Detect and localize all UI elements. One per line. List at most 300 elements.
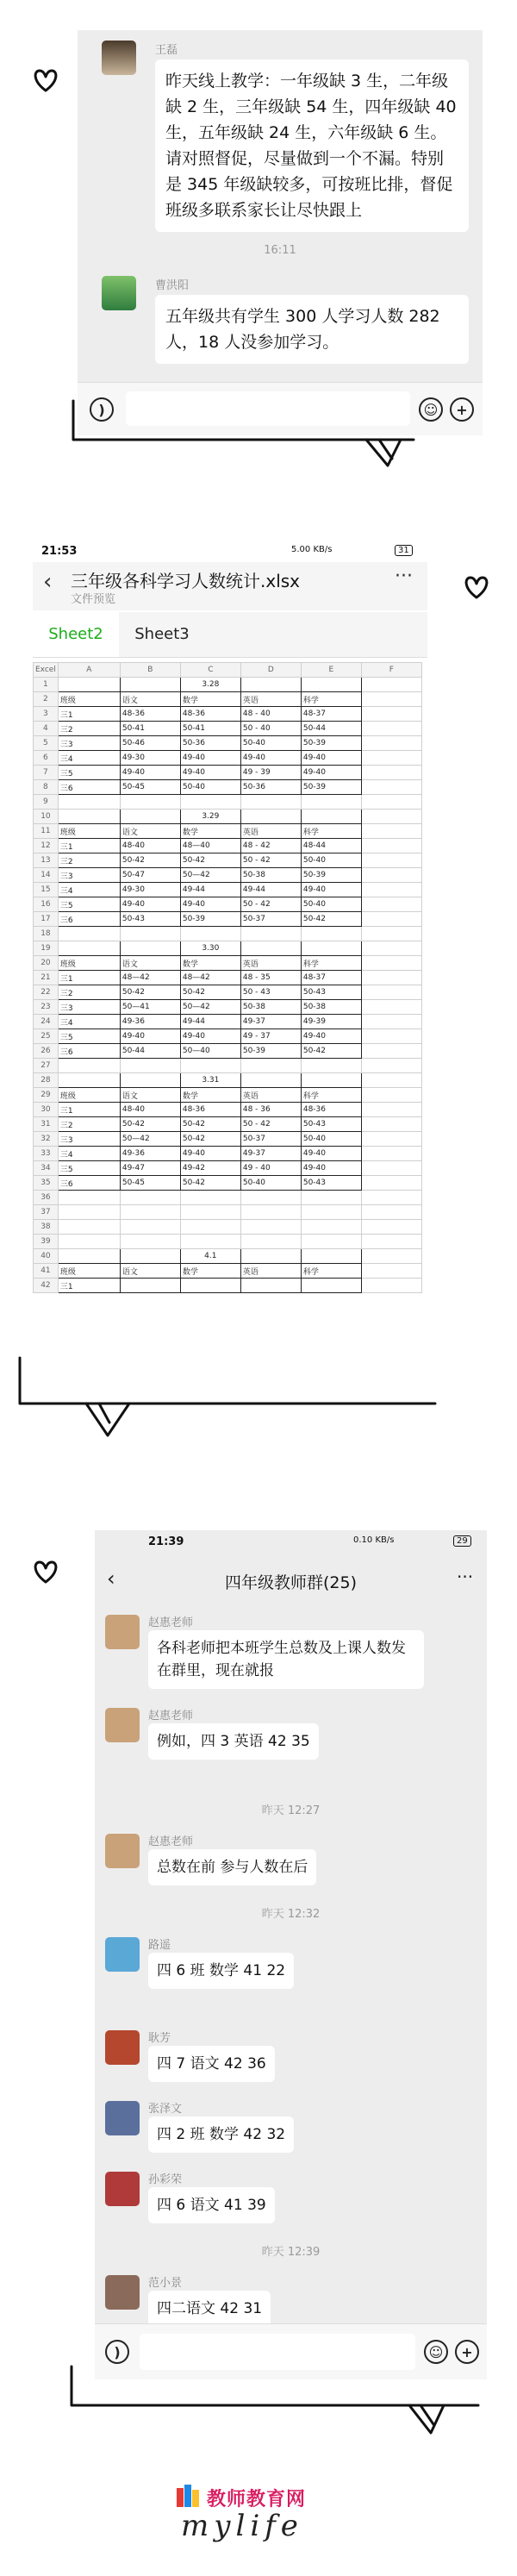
sheet-cell[interactable] [58, 1220, 120, 1235]
sheet-cell[interactable] [301, 1059, 361, 1073]
sheet-cell[interactable] [301, 810, 361, 824]
sheet-cell[interactable]: 三6 [58, 912, 120, 927]
sheet-cell[interactable]: 50-46 [120, 736, 180, 751]
sheet-cell[interactable]: 数学 [180, 692, 240, 707]
sheet-cell[interactable] [361, 1132, 421, 1147]
row-number[interactable]: 16 [34, 897, 59, 912]
sheet-cell[interactable]: 科学 [301, 824, 361, 839]
sheet-cell[interactable] [301, 1205, 361, 1220]
sheet-cell[interactable] [361, 1205, 421, 1220]
sheet-cell[interactable] [361, 897, 421, 912]
sheet-cell[interactable]: 49-36 [120, 1015, 180, 1029]
sheet-cell[interactable]: 50-43 [120, 912, 180, 927]
sheet-cell[interactable]: 50-39 [301, 736, 361, 751]
sheet-cell[interactable] [361, 883, 421, 897]
message-bubble[interactable]: 四 2 班 数学 42 32 [148, 2116, 294, 2153]
sheet-cell[interactable] [361, 912, 421, 927]
sheet-cell[interactable]: 48—42 [120, 971, 180, 985]
avatar[interactable] [105, 1708, 140, 1742]
sheet-cell[interactable] [361, 1161, 421, 1176]
sheet-cell[interactable]: 48 - 42 [240, 839, 301, 853]
row-number[interactable]: 15 [34, 883, 59, 897]
sheet-cell[interactable] [240, 795, 301, 810]
row-number[interactable]: 9 [34, 795, 59, 810]
sheet-cell[interactable]: 49-30 [120, 883, 180, 897]
sheet-cell[interactable]: 科学 [301, 1088, 361, 1103]
sheet-cell[interactable]: 三3 [58, 1000, 120, 1015]
column-header[interactable]: E [301, 663, 361, 678]
sheet-cell[interactable]: 50-42 [120, 1117, 180, 1132]
row-number[interactable]: 30 [34, 1103, 59, 1117]
sheet-cell[interactable] [120, 1249, 180, 1264]
row-number[interactable]: 27 [34, 1059, 59, 1073]
sheet-cell[interactable] [180, 795, 240, 810]
sheet-cell[interactable] [361, 722, 421, 736]
sheet-cell[interactable] [58, 1073, 120, 1088]
plus-icon[interactable]: + [455, 2340, 479, 2364]
sheet-cell[interactable] [180, 1279, 240, 1293]
row-number[interactable]: 38 [34, 1220, 59, 1235]
sheet-cell[interactable]: 48-37 [301, 971, 361, 985]
sheet-cell[interactable] [180, 1191, 240, 1205]
voice-icon[interactable]: ) [105, 2340, 129, 2364]
sheet-cell[interactable]: 50-37 [240, 912, 301, 927]
row-number[interactable]: 10 [34, 810, 59, 824]
sheet-cell[interactable]: 50 - 40 [240, 722, 301, 736]
avatar[interactable] [105, 2172, 140, 2206]
sheet-cell[interactable]: 50-43 [301, 1176, 361, 1191]
sheet-cell[interactable]: 三2 [58, 853, 120, 868]
row-number[interactable]: 14 [34, 868, 59, 883]
sheet-cell[interactable]: 三5 [58, 766, 120, 780]
avatar[interactable] [102, 41, 136, 75]
sheet-cell[interactable]: 49-44 [180, 1015, 240, 1029]
sheet-cell[interactable]: 三6 [58, 780, 120, 795]
spreadsheet-grid[interactable] [33, 662, 422, 1293]
sheet-cell[interactable]: 三5 [58, 1029, 120, 1044]
tab-sheet2[interactable]: Sheet2 [33, 612, 119, 657]
sheet-cell[interactable]: 50—42 [180, 1000, 240, 1015]
sheet-cell[interactable]: 班级 [58, 1088, 120, 1103]
sheet-cell[interactable] [240, 1235, 301, 1249]
sheet-cell[interactable]: 50-38 [240, 1000, 301, 1015]
sheet-cell[interactable]: 50-44 [120, 1044, 180, 1059]
sheet-cell[interactable]: 语文 [120, 824, 180, 839]
sheet-cell[interactable]: 3.31 [180, 1073, 240, 1088]
row-number[interactable]: 37 [34, 1205, 59, 1220]
sheet-cell[interactable]: 英语 [240, 692, 301, 707]
sheet-cell[interactable] [301, 927, 361, 941]
row-number[interactable]: 26 [34, 1044, 59, 1059]
column-header[interactable]: C [180, 663, 240, 678]
sheet-cell[interactable] [240, 1220, 301, 1235]
sheet-cell[interactable] [58, 678, 120, 692]
sheet-cell[interactable]: 50-47 [120, 868, 180, 883]
sheet-cell[interactable]: 三3 [58, 868, 120, 883]
sheet-cell[interactable] [301, 1220, 361, 1235]
sheet-cell[interactable]: 49-37 [240, 1147, 301, 1161]
sheet-cell[interactable]: 50-39 [301, 780, 361, 795]
column-header[interactable]: B [120, 663, 180, 678]
sheet-cell[interactable] [301, 1279, 361, 1293]
sheet-cell[interactable] [240, 810, 301, 824]
avatar[interactable] [105, 2275, 140, 2310]
sheet-cell[interactable] [361, 1059, 421, 1073]
sheet-cell[interactable]: 科学 [301, 956, 361, 971]
sheet-cell[interactable] [361, 707, 421, 722]
sheet-cell[interactable] [361, 824, 421, 839]
message-bubble[interactable]: 五年级共有学生 300 人学习人数 282 人，18 人没参加学习。 [155, 295, 469, 364]
sheet-cell[interactable]: 三3 [58, 736, 120, 751]
sheet-cell[interactable]: 50-42 [180, 1132, 240, 1147]
sheet-cell[interactable]: 48-40 [120, 1103, 180, 1117]
sheet-cell[interactable] [120, 1235, 180, 1249]
sheet-cell[interactable]: 50-38 [301, 1000, 361, 1015]
sheet-cell[interactable]: 语文 [120, 1088, 180, 1103]
row-number[interactable]: 24 [34, 1015, 59, 1029]
sheet-cell[interactable] [180, 1235, 240, 1249]
row-number[interactable]: 31 [34, 1117, 59, 1132]
sheet-cell[interactable] [361, 780, 421, 795]
sheet-cell[interactable]: 50 - 42 [240, 853, 301, 868]
row-number[interactable]: 12 [34, 839, 59, 853]
sheet-cell[interactable]: 49-40 [301, 766, 361, 780]
sheet-cell[interactable]: 50-42 [180, 853, 240, 868]
sheet-cell[interactable] [240, 1191, 301, 1205]
sheet-cell[interactable]: 48 - 40 [240, 707, 301, 722]
sheet-cell[interactable]: 50 - 42 [240, 1117, 301, 1132]
voice-icon[interactable]: ) [90, 397, 114, 422]
sheet-cell[interactable]: 49 - 40 [240, 1161, 301, 1176]
back-arrow-icon[interactable]: ‹ [107, 1566, 115, 1591]
sheet-cell[interactable]: 50-39 [240, 1044, 301, 1059]
sheet-cell[interactable] [361, 1147, 421, 1161]
sheet-cell[interactable]: 3.29 [180, 810, 240, 824]
sheet-cell[interactable] [120, 678, 180, 692]
row-number[interactable]: 42 [34, 1279, 59, 1293]
sheet-cell[interactable]: 48-36 [120, 707, 180, 722]
sheet-cell[interactable]: 三2 [58, 985, 120, 1000]
row-number[interactable]: 3 [34, 707, 59, 722]
message-bubble[interactable]: 四 6 语文 41 39 [148, 2187, 275, 2223]
sheet-cell[interactable]: 49-42 [180, 1161, 240, 1176]
row-number[interactable]: 5 [34, 736, 59, 751]
sheet-cell[interactable]: 50-42 [180, 1117, 240, 1132]
sheet-cell[interactable]: 三6 [58, 1044, 120, 1059]
sheet-cell[interactable]: 49-40 [301, 1147, 361, 1161]
message-bubble[interactable]: 例如，四 3 英语 42 35 [148, 1723, 319, 1760]
emoji-icon[interactable]: ☺ [424, 2340, 448, 2364]
sheet-cell[interactable] [361, 1015, 421, 1029]
sheet-cell[interactable]: 49 - 37 [240, 1029, 301, 1044]
sheet-cell[interactable]: 49-40 [301, 883, 361, 897]
sheet-cell[interactable]: 50—40 [180, 1044, 240, 1059]
sheet-cell[interactable]: 48-37 [301, 707, 361, 722]
sheet-cell[interactable]: 数学 [180, 1264, 240, 1279]
avatar[interactable] [105, 2101, 140, 2135]
avatar[interactable] [105, 1937, 140, 1972]
sheet-cell[interactable]: 50-39 [301, 868, 361, 883]
sheet-cell[interactable]: 49-36 [120, 1147, 180, 1161]
row-number[interactable]: 20 [34, 956, 59, 971]
sheet-cell[interactable] [361, 1000, 421, 1015]
row-number[interactable]: 35 [34, 1176, 59, 1191]
sheet-cell[interactable]: 50-42 [180, 1176, 240, 1191]
sheet-cell[interactable] [361, 839, 421, 853]
avatar[interactable] [105, 2030, 140, 2065]
row-number[interactable]: 2 [34, 692, 59, 707]
sheet-cell[interactable] [58, 795, 120, 810]
sheet-cell[interactable]: 班级 [58, 1264, 120, 1279]
sheet-cell[interactable] [361, 1176, 421, 1191]
sheet-cell[interactable] [240, 678, 301, 692]
sheet-cell[interactable]: 48-44 [301, 839, 361, 853]
sheet-cell[interactable] [240, 941, 301, 956]
sheet-cell[interactable] [361, 810, 421, 824]
row-number[interactable]: 7 [34, 766, 59, 780]
more-icon[interactable]: ··· [395, 566, 413, 587]
message-bubble[interactable]: 总数在前 参与人数在后 [148, 1849, 316, 1885]
sheet-cell[interactable] [58, 927, 120, 941]
column-header[interactable]: A [58, 663, 120, 678]
sheet-cell[interactable]: 49-39 [301, 1015, 361, 1029]
sheet-cell[interactable]: 49-40 [120, 897, 180, 912]
sheet-cell[interactable]: 48—42 [180, 971, 240, 985]
sheet-cell[interactable]: 语文 [120, 1264, 180, 1279]
sheet-cell[interactable] [58, 1235, 120, 1249]
sheet-cell[interactable]: 49-40 [180, 766, 240, 780]
sheet-cell[interactable]: 三4 [58, 883, 120, 897]
sheet-cell[interactable]: 48—40 [180, 839, 240, 853]
row-number[interactable]: 33 [34, 1147, 59, 1161]
sheet-cell[interactable] [361, 1029, 421, 1044]
message-list[interactable] [95, 1608, 487, 2315]
sheet-cell[interactable]: 50-40 [301, 897, 361, 912]
row-number[interactable]: 11 [34, 824, 59, 839]
sheet-cell[interactable]: 50-37 [240, 1132, 301, 1147]
row-number[interactable]: 8 [34, 780, 59, 795]
sheet-cell[interactable]: 50-40 [301, 1132, 361, 1147]
avatar[interactable] [105, 1615, 140, 1649]
sheet-cell[interactable]: 50-41 [120, 722, 180, 736]
sheet-cell[interactable] [58, 1205, 120, 1220]
sheet-cell[interactable] [240, 1249, 301, 1264]
sheet-cell[interactable]: 数学 [180, 824, 240, 839]
row-number[interactable]: 17 [34, 912, 59, 927]
sheet-cell[interactable]: 50-39 [180, 912, 240, 927]
row-number[interactable]: 29 [34, 1088, 59, 1103]
sheet-cell[interactable]: 49-40 [120, 1029, 180, 1044]
sheet-cell[interactable] [361, 751, 421, 766]
sheet-cell[interactable]: 50-40 [240, 736, 301, 751]
sheet-cell[interactable] [361, 692, 421, 707]
sheet-cell[interactable] [240, 1059, 301, 1073]
sheet-cell[interactable]: 50-44 [301, 722, 361, 736]
sheet-cell[interactable]: 50-38 [240, 868, 301, 883]
row-number[interactable]: 36 [34, 1191, 59, 1205]
sheet-cell[interactable] [361, 1103, 421, 1117]
row-number[interactable]: 19 [34, 941, 59, 956]
sheet-cell[interactable]: 50-45 [120, 780, 180, 795]
sheet-cell[interactable]: 48-36 [180, 707, 240, 722]
emoji-icon[interactable]: ☺ [419, 397, 443, 422]
sheet-cell[interactable] [361, 941, 421, 956]
avatar[interactable] [102, 276, 136, 310]
sheet-cell[interactable]: 50-43 [301, 985, 361, 1000]
sheet-cell[interactable] [301, 678, 361, 692]
sheet-cell[interactable]: 49-40 [180, 897, 240, 912]
message-bubble[interactable]: 四 6 班 数学 41 22 [148, 1953, 294, 1989]
sheet-cell[interactable]: 49-40 [301, 1161, 361, 1176]
sheet-cell[interactable] [301, 1073, 361, 1088]
sheet-cell[interactable]: 48 - 36 [240, 1103, 301, 1117]
sheet-cell[interactable] [120, 1059, 180, 1073]
sheet-cell[interactable]: 数学 [180, 956, 240, 971]
sheet-cell[interactable]: 50 - 42 [240, 897, 301, 912]
avatar[interactable] [105, 1834, 140, 1868]
sheet-cell[interactable] [361, 853, 421, 868]
sheet-cell[interactable]: 50-40 [240, 1176, 301, 1191]
sheet-cell[interactable] [301, 941, 361, 956]
sheet-cell[interactable] [58, 810, 120, 824]
column-header[interactable]: F [361, 663, 421, 678]
sheet-cell[interactable]: 50—42 [120, 1132, 180, 1147]
sheet-cell[interactable] [361, 927, 421, 941]
sheet-cell[interactable]: 三1 [58, 1279, 120, 1293]
column-header[interactable]: D [240, 663, 301, 678]
sheet-cell[interactable]: 49 - 39 [240, 766, 301, 780]
sheet-cell[interactable] [120, 795, 180, 810]
row-number[interactable]: 28 [34, 1073, 59, 1088]
sheet-cell[interactable]: 50-45 [120, 1176, 180, 1191]
sheet-cell[interactable]: 3.30 [180, 941, 240, 956]
back-arrow-icon[interactable]: ‹ [43, 569, 53, 595]
sheet-cell[interactable] [361, 868, 421, 883]
sheet-cell[interactable]: 49-40 [120, 766, 180, 780]
sheet-cell[interactable] [240, 1073, 301, 1088]
sheet-cell[interactable]: 49-40 [180, 1029, 240, 1044]
sheet-cell[interactable] [180, 1220, 240, 1235]
row-number[interactable]: 39 [34, 1235, 59, 1249]
sheet-cell[interactable]: 50-36 [180, 736, 240, 751]
sheet-cell[interactable]: 50 - 43 [240, 985, 301, 1000]
row-number[interactable]: 21 [34, 971, 59, 985]
sheet-cell[interactable] [361, 1044, 421, 1059]
sheet-cell[interactable]: 50-42 [180, 985, 240, 1000]
message-bubble[interactable]: 四 7 语文 42 36 [148, 2046, 275, 2082]
sheet-cell[interactable] [240, 1205, 301, 1220]
sheet-cell[interactable]: 三5 [58, 897, 120, 912]
sheet-cell[interactable]: 48-40 [120, 839, 180, 853]
sheet-cell[interactable]: 班级 [58, 692, 120, 707]
row-number[interactable]: 34 [34, 1161, 59, 1176]
sheet-cell[interactable]: 语文 [120, 956, 180, 971]
sheet-cell[interactable]: 英语 [240, 1088, 301, 1103]
sheet-cell[interactable]: 50-40 [180, 780, 240, 795]
sheet-cell[interactable]: 49-47 [120, 1161, 180, 1176]
sheet-cell[interactable]: 三1 [58, 971, 120, 985]
sheet-cell[interactable] [301, 795, 361, 810]
sheet-cell[interactable]: 三4 [58, 1015, 120, 1029]
sheet-cell[interactable] [240, 927, 301, 941]
sheet-cell[interactable]: 49-40 [180, 1147, 240, 1161]
sheet-cell[interactable] [361, 1088, 421, 1103]
sheet-cell[interactable] [240, 1279, 301, 1293]
sheet-cell[interactable]: 数学 [180, 1088, 240, 1103]
sheet-cell[interactable]: 三6 [58, 1176, 120, 1191]
sheet-cell[interactable]: 49-40 [301, 751, 361, 766]
sheet-cell[interactable]: 50-36 [240, 780, 301, 795]
sheet-cell[interactable]: 班级 [58, 956, 120, 971]
sheet-cell[interactable]: 三4 [58, 751, 120, 766]
sheet-cell[interactable] [58, 1059, 120, 1073]
sheet-cell[interactable]: 50-42 [120, 853, 180, 868]
sheet-cell[interactable]: 英语 [240, 1264, 301, 1279]
sheet-cell[interactable]: 49-40 [180, 751, 240, 766]
sheet-cell[interactable]: 49-40 [301, 1029, 361, 1044]
sheet-cell[interactable]: 三4 [58, 1147, 120, 1161]
sheet-cell[interactable]: 49-44 [180, 883, 240, 897]
sheet-cell[interactable] [180, 927, 240, 941]
sheet-cell[interactable] [361, 736, 421, 751]
sheet-cell[interactable] [120, 1205, 180, 1220]
more-icon[interactable]: ··· [457, 1566, 474, 1587]
sheet-cell[interactable]: 科学 [301, 1264, 361, 1279]
sheet-cell[interactable] [58, 1249, 120, 1264]
sheet-cell[interactable]: 50—42 [180, 868, 240, 883]
sheet-cell[interactable] [120, 810, 180, 824]
sheet-cell[interactable]: 三1 [58, 707, 120, 722]
sheet-cell[interactable]: 三2 [58, 1117, 120, 1132]
sheet-cell[interactable]: 语文 [120, 692, 180, 707]
sheet-cell[interactable] [361, 1249, 421, 1264]
sheet-cell[interactable]: 48-36 [180, 1103, 240, 1117]
sheet-cell[interactable]: 英语 [240, 956, 301, 971]
sheet-cell[interactable] [361, 1235, 421, 1249]
tab-sheet3[interactable]: Sheet3 [134, 625, 190, 643]
plus-icon[interactable]: + [450, 397, 474, 422]
sheet-cell[interactable] [180, 1205, 240, 1220]
sheet-cell[interactable]: 3.28 [180, 678, 240, 692]
sheet-cell[interactable]: 50-43 [301, 1117, 361, 1132]
sheet-cell[interactable] [361, 956, 421, 971]
sheet-cell[interactable]: 49-40 [240, 751, 301, 766]
sheet-cell[interactable]: 50-42 [120, 985, 180, 1000]
sheet-cell[interactable] [120, 927, 180, 941]
sheet-cell[interactable] [58, 1191, 120, 1205]
sheet-cell[interactable]: 英语 [240, 824, 301, 839]
sheet-cell[interactable] [361, 795, 421, 810]
sheet-cell[interactable] [361, 985, 421, 1000]
sheet-cell[interactable] [120, 1191, 180, 1205]
sheet-cell[interactable]: 三2 [58, 722, 120, 736]
sheet-cell[interactable]: 50-41 [180, 722, 240, 736]
sheet-cell[interactable] [361, 678, 421, 692]
sheet-cell[interactable] [361, 1073, 421, 1088]
row-number[interactable]: 32 [34, 1132, 59, 1147]
row-number[interactable]: 23 [34, 1000, 59, 1015]
sheet-cell[interactable] [361, 1220, 421, 1235]
row-number[interactable]: 4 [34, 722, 59, 736]
sheet-cell[interactable] [58, 941, 120, 956]
sheet-cell[interactable]: 三5 [58, 1161, 120, 1176]
sheet-cell[interactable]: 4.1 [180, 1249, 240, 1264]
sheet-cell[interactable] [180, 1059, 240, 1073]
sheet-cell[interactable] [301, 1235, 361, 1249]
sheet-cell[interactable]: 科学 [301, 692, 361, 707]
message-bubble[interactable]: 四二语文 42 31 [148, 2291, 271, 2327]
sheet-cell[interactable]: 班级 [58, 824, 120, 839]
